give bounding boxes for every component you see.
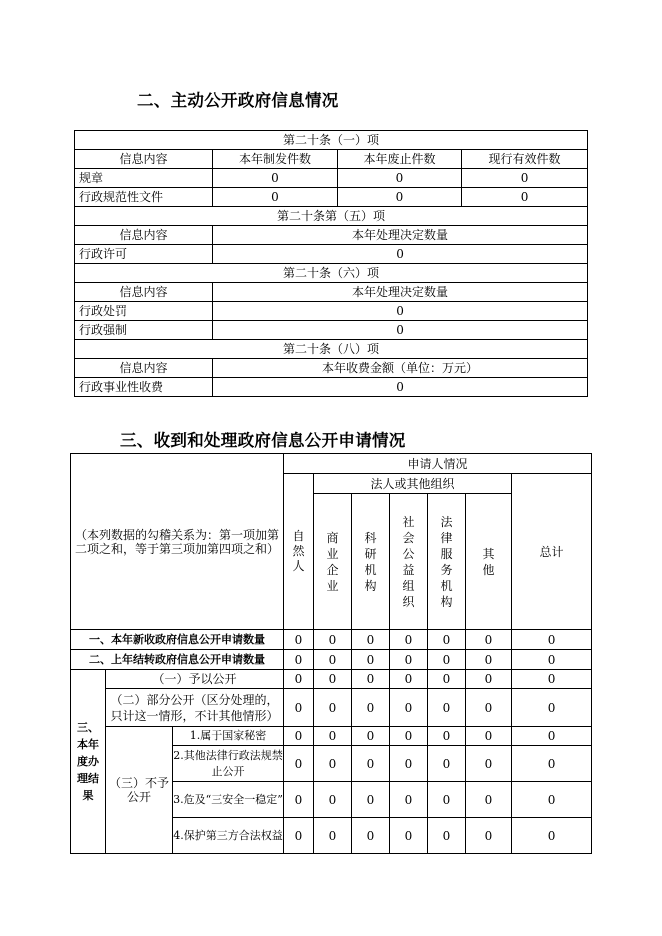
cell-value: 0: [512, 782, 592, 818]
cell-value: 0: [512, 727, 592, 746]
cell-value: 0: [466, 630, 512, 650]
cell-value: 0: [390, 689, 428, 727]
col-total: 总计: [512, 474, 592, 630]
reason-label: 3.危及“三安全一稳定”: [173, 782, 284, 818]
cell-value: 0: [213, 169, 338, 188]
cell-value: 0: [352, 670, 390, 689]
cell-value: 0: [284, 782, 314, 818]
cell-value: 0: [466, 670, 512, 689]
cell-value: 0: [284, 746, 314, 782]
cell-value: 0: [512, 670, 592, 689]
cell-value: 0: [284, 818, 314, 854]
cell-value: 0: [213, 188, 338, 207]
cell-value: 0: [284, 670, 314, 689]
cell-value: 0: [512, 818, 592, 854]
cell-value: 0: [390, 650, 428, 670]
col-abolished-count: 本年废止件数: [338, 150, 462, 169]
cell-value: 0: [428, 670, 466, 689]
applicant-header: 申请人情况: [284, 454, 592, 474]
section2-title: 二、主动公开政府信息情况: [137, 91, 339, 110]
col-legal-service: 法律服务机构: [428, 494, 466, 630]
cell-value: 0: [352, 650, 390, 670]
cell-value: 0: [213, 378, 588, 397]
col-info-content: 信息内容: [75, 150, 213, 169]
cell-value: 0: [428, 782, 466, 818]
row-label: 行政规范性文件: [75, 188, 213, 207]
cell-value: 0: [314, 727, 352, 746]
cell-value: 0: [284, 727, 314, 746]
cell-value: 0: [338, 169, 462, 188]
results-label: 三、本年度办理结果: [71, 670, 106, 854]
cell-value: 0: [352, 746, 390, 782]
col-decision-count: 本年处理决定数量: [213, 283, 588, 302]
cell-value: 0: [213, 245, 588, 264]
cell-value: 0: [390, 630, 428, 650]
cell-value: 0: [314, 782, 352, 818]
legal-entity-header: 法人或其他组织: [314, 474, 512, 494]
row-new-applications: 一、本年新收政府信息公开申请数量: [71, 630, 284, 650]
cell-value: 0: [466, 727, 512, 746]
cell-value: 0: [284, 650, 314, 670]
art20-6-header: 第二十条（六）项: [75, 264, 588, 283]
col-fee-amount: 本年收费金额（单位：万元）: [213, 359, 588, 378]
row-label: 规章: [75, 169, 213, 188]
cell-value: 0: [338, 188, 462, 207]
cell-value: 0: [352, 689, 390, 727]
cell-value: 0: [466, 818, 512, 854]
row-label: 行政强制: [75, 321, 213, 340]
cell-value: 0: [462, 188, 588, 207]
cell-value: 0: [428, 818, 466, 854]
cell-value: 0: [390, 670, 428, 689]
cell-value: 0: [512, 650, 592, 670]
cell-value: 0: [428, 746, 466, 782]
active-disclosure-table: [74, 130, 588, 397]
cell-value: 0: [314, 818, 352, 854]
cell-value: 0: [428, 689, 466, 727]
cell-value: 0: [213, 321, 588, 340]
cell-value: 0: [284, 689, 314, 727]
row-partial-open: （二）部分公开（区分处理的，只计这一情形，不计其他情形）: [106, 689, 284, 727]
cell-value: 0: [314, 689, 352, 727]
cell-value: 0: [284, 630, 314, 650]
reason-label: 1.属于国家秘密: [173, 727, 284, 746]
col-new-count: 本年制发件数: [213, 150, 338, 169]
reason-label: 4.保护第三方合法权益: [173, 818, 284, 854]
application-handling-table: [70, 453, 592, 854]
cell-value: 0: [512, 689, 592, 727]
row-carryover-applications: 二、上年结转政府信息公开申请数量: [71, 650, 284, 670]
art20-1-header: 第二十条（一）项: [75, 131, 588, 150]
col-info-content: 信息内容: [75, 359, 213, 378]
cell-value: 0: [390, 727, 428, 746]
cell-value: 0: [466, 689, 512, 727]
cell-value: 0: [213, 302, 588, 321]
row-label: 行政事业性收费: [75, 378, 213, 397]
cell-value: 0: [390, 818, 428, 854]
art20-8-header: 第二十条（八）项: [75, 340, 588, 359]
cell-value: 0: [512, 630, 592, 650]
cell-value: 0: [352, 782, 390, 818]
row-label: 行政许可: [75, 245, 213, 264]
col-other: 其他: [466, 494, 512, 630]
col-info-content: 信息内容: [75, 226, 213, 245]
col-valid-count: 现行有效件数: [462, 150, 588, 169]
row-label: 行政处罚: [75, 302, 213, 321]
cell-value: 0: [462, 169, 588, 188]
cell-value: 0: [314, 650, 352, 670]
cell-value: 0: [352, 727, 390, 746]
cell-value: 0: [314, 670, 352, 689]
cell-value: 0: [352, 630, 390, 650]
cell-value: 0: [428, 650, 466, 670]
row-open: （一）予以公开: [106, 670, 284, 689]
cell-value: 0: [390, 746, 428, 782]
cell-value: 0: [352, 818, 390, 854]
cell-value: 0: [428, 727, 466, 746]
col-business: 商业企业: [314, 494, 352, 630]
row-not-open: （三）不予公开: [106, 727, 173, 854]
cell-value: 0: [466, 650, 512, 670]
art20-5-header: 第二十条第（五）项: [75, 207, 588, 226]
cell-value: 0: [512, 746, 592, 782]
col-research: 科研机构: [352, 494, 390, 630]
reason-label: 2.其他法律行政法规禁止公开: [173, 746, 284, 782]
cell-value: 0: [466, 746, 512, 782]
cell-value: 0: [314, 746, 352, 782]
col-info-content: 信息内容: [75, 283, 213, 302]
note-cell: （本列数据的勾稽关系为：第一项加第二项之和，等于第三项加第四项之和）: [71, 454, 284, 630]
col-natural-person: 自然人: [284, 474, 314, 630]
cell-value: 0: [314, 630, 352, 650]
col-social: 社会公益组织: [390, 494, 428, 630]
cell-value: 0: [466, 782, 512, 818]
col-decision-count: 本年处理决定数量: [213, 226, 588, 245]
cell-value: 0: [390, 782, 428, 818]
section3-title: 三、收到和处理政府信息公开申请情况: [120, 431, 406, 450]
cell-value: 0: [428, 630, 466, 650]
